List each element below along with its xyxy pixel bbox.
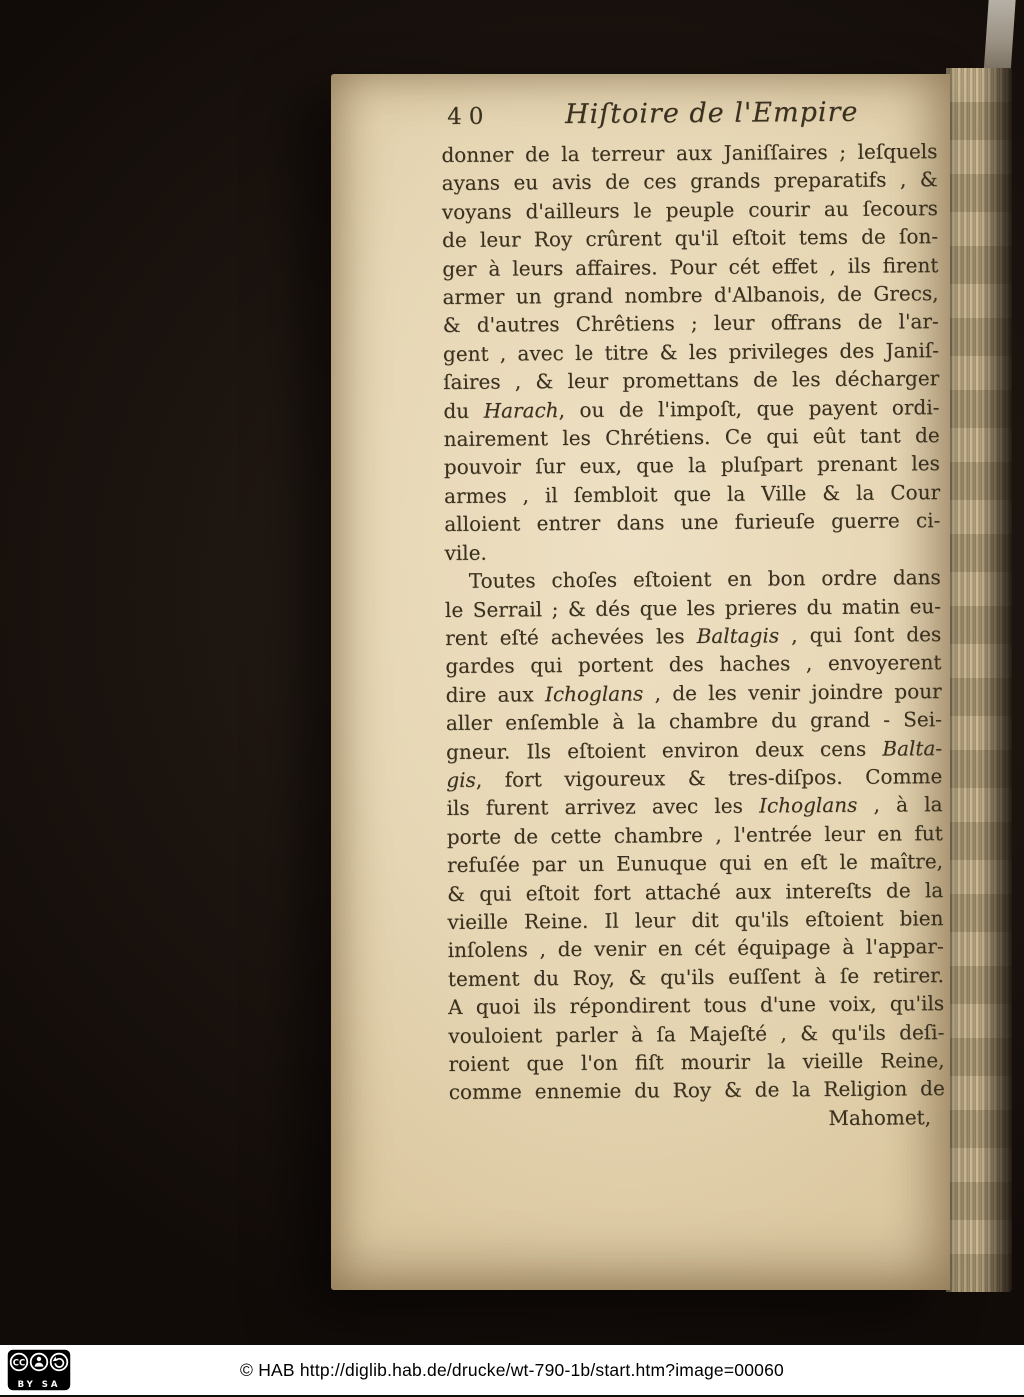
text-line: rent eſté achevées les Baltagis , qui ſont des [445,621,942,650]
text-line: vile. [444,540,487,565]
text-line: gneur. Ils eſtoient environ deux cens Balta- [446,735,943,764]
text-line: inſolens , de venir en cét équipage à l'appar- [447,934,944,963]
footer-bar [0,1345,1024,1395]
cc-by-sa-badge[interactable] [6,1348,72,1392]
text-line: ayans eu avis de ces grands preparatifs , & [441,167,938,196]
book-page [331,74,950,1290]
cc-icon-label: CC [12,1358,26,1369]
text-line: alloient entrer dans une furieuſe guerre ci- [444,508,941,537]
text-line: vouloient parler à ſa Majeſté , & qu'ils deſi- [448,1019,945,1048]
text-line: gent , avec le titre & les privileges des Janiſ- [442,337,940,366]
text-line: vieille Reine. Il leur dit qu'ils eſtoient bien [447,906,944,934]
text-line: ger à leurs affaires. Pour cét effet , ils firent [442,252,939,281]
text-line: Mahomet, [828,1104,932,1130]
text-line: donner de la terreur aux Janiſſaires ; leſquels [441,139,938,167]
cc-by-sa-icon [6,1348,72,1392]
text-line: tement du Roy, & qu'ils euſſent à ſe retirer. [447,962,944,991]
text-line: aller enſemble à la chambre du grand - Sei- [445,707,942,736]
license-caption: BY SA [17,1380,61,1390]
text-line: A quoi ils répondirent tous d'une voix, qu'ils [448,991,945,1020]
text-line: du Harach, ou de l'impoſt, que payent ordi- [443,394,940,423]
text-line: armer un grand nombre d'Albanois, de Grecs, [442,281,939,310]
book-fore-edge [946,68,1012,1292]
text-line: & qui eſtoit fort attaché aux intereſts de la [447,877,944,906]
page-number: 40 [447,103,491,130]
text-line: le Serrail ; & dés que les prieres du matin eu- [444,593,942,622]
text-line: de leur Roy crûrent qu'il eſtoit tems de ſon- [442,224,939,253]
text-line: ils furent arrivez avec les Ichoglans , à la [446,792,943,821]
text-line: refuſée par un Eunuque qui en eſt le maître, [446,849,944,878]
text-line: ſaires , & leur promettans de les décharger [443,366,940,395]
credit-line: © HAB http://diglib.hab.de/drucke/wt-790-1b/start.htm?image=00060 [240,1359,784,1380]
text-line: pouvoir ſur eux, que la pluſpart prenant les [443,451,940,480]
text-line: gardes qui portent des haches , envoyerent [445,650,942,679]
text-line: roient que l'on fiſt mourir la vieille Reine, [448,1048,945,1076]
running-title: Hiſtoire de l'Empire [564,96,859,131]
text-line: Toutes choſes eſtoient en bon ordre dans [468,565,941,593]
text-line: gis, fort vigoureux & tres-diſpos. Comme [446,764,943,792]
body-lines [441,137,945,1135]
page-text-block [441,96,945,1135]
text-line: nairement les Chrétiens. Ce qui eût tant de [443,423,940,452]
text-line: comme ennemie du Roy & de la Religion de [448,1076,945,1105]
text-line: dire aux Ichoglans , de les venir joindre pour [445,678,942,707]
text-line: porte de cette chambre , l'entrée leur en fut [446,820,943,849]
page-header [441,96,937,131]
text-line: & d'autres Chrêtiens ; leur offrans de l'ar- [442,309,939,338]
text-line: armes , il ſembloit que la Ville & la Cour [444,479,941,508]
text-line: voyans d'ailleurs le peuple courir au ſecours [441,195,938,224]
